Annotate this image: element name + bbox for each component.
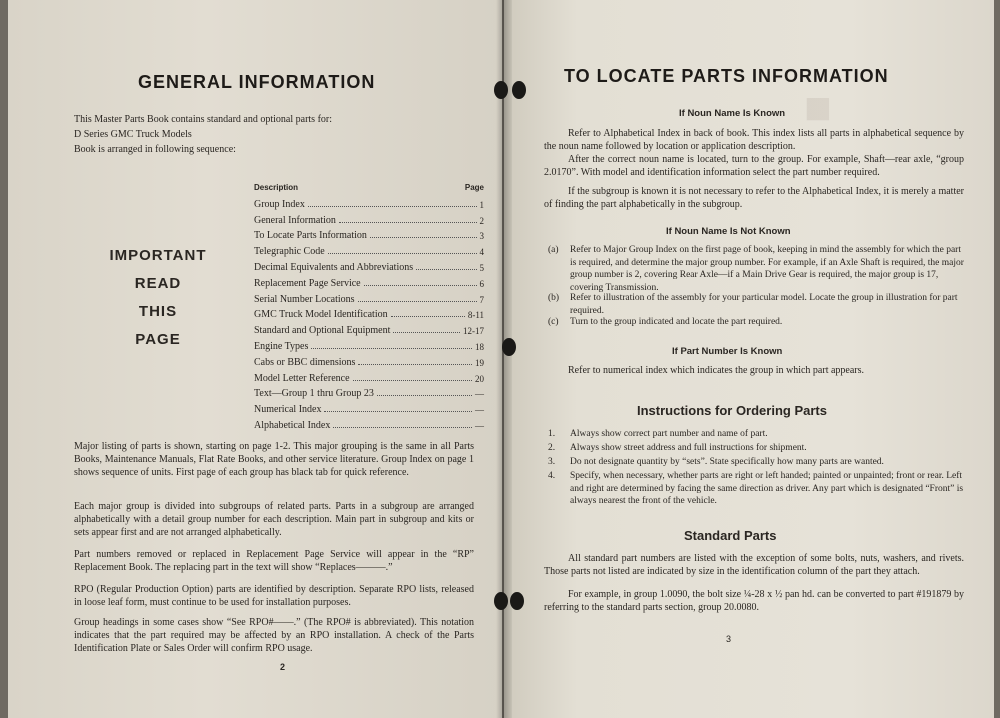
binder-hole-top-right [512, 81, 526, 99]
list-text: Turn to the group indicated and locate the part required. [570, 317, 783, 327]
toc-page: — [475, 389, 484, 400]
list-marker: 4. [548, 471, 556, 481]
left-page-number: 2 [280, 662, 286, 672]
toc-title: Numerical Index [254, 404, 322, 416]
toc-row [254, 352, 484, 368]
toc-row [254, 273, 484, 289]
left-page-title: GENERAL INFORMATION [138, 72, 376, 92]
toc-leader-dots [393, 332, 460, 333]
toc-title: Model Letter Reference [254, 372, 350, 384]
toc-title: GMC Truck Model Identification [254, 309, 388, 321]
toc-title: Replacement Page Service [254, 277, 361, 289]
book-spine [496, 0, 512, 718]
toc-leader-dots [364, 285, 477, 286]
important-notice [108, 242, 208, 354]
ordering-item-4 [548, 470, 964, 508]
toc-page: — [475, 420, 484, 431]
list-text: Refer to illustration of the assembly for your particular model. Locate the group in illustration for part required. [570, 293, 958, 316]
toc-title: Telegraphic Code [254, 246, 325, 258]
toc-page: 1 [479, 199, 484, 210]
toc-row [254, 241, 484, 257]
toc-leader-dots [308, 206, 477, 207]
toc-page: 6 [479, 278, 484, 289]
toc-row [254, 336, 484, 352]
toc-row [254, 368, 484, 384]
toc-header-description: Description [254, 183, 299, 192]
toc-page: 3 [479, 231, 484, 242]
intro-line-3: Book is arranged in following sequence: [74, 144, 236, 155]
binder-hole-top-left [494, 81, 508, 99]
toc-page: 5 [479, 262, 484, 273]
part-number-known-text: Refer to numerical index which indicates the group in which part appears. [568, 365, 865, 376]
toc-title: Group Index [254, 198, 305, 210]
toc-row [254, 289, 484, 305]
ordering-item-2 [548, 442, 964, 455]
toc-header-page: Page [464, 183, 484, 192]
noun-not-known-item-b [548, 292, 964, 317]
toc-leader-dots [358, 301, 477, 302]
ordering-item-1 [548, 428, 964, 441]
binder-hole-bottom-right [510, 592, 524, 610]
list-text: Always show correct part number and name of part. [570, 429, 768, 439]
toc-leader-dots [324, 411, 472, 412]
binder-hole-bottom-left [494, 592, 508, 610]
heading-noun-not-known: If Noun Name Is Not Known [666, 226, 791, 237]
toc-row [254, 320, 484, 336]
toc-title: Serial Number Locations [254, 293, 355, 305]
toc-leader-dots [391, 316, 465, 317]
paragraph-major-listing: Major listing of parts is shown, starting on page 1-2. This major grouping is the same in all Parts Books, Maintenance Manuals, Flat Rate Books, and other service literature. Group Index on page 1 shows sequence of units. First page of each group has black tab for quick reference. [74, 441, 474, 478]
toc-leader-dots [311, 348, 472, 349]
list-marker: (c) [548, 317, 559, 327]
paragraph-rpo: RPO (Regular Production Option) parts are identified by description. Separate RPO lists, released in loose leaf form, must continue to be used for installation purposes. [74, 584, 474, 608]
toc-leader-dots [377, 395, 472, 396]
toc-row [254, 399, 484, 415]
list-marker: (a) [548, 245, 559, 255]
toc-leader-dots [416, 269, 476, 270]
toc-page: 4 [479, 247, 484, 258]
toc-leader-dots [370, 237, 477, 238]
toc-header [254, 183, 484, 192]
right-page [504, 0, 994, 718]
heading-standard-parts: Standard Parts [684, 528, 777, 543]
toc-page: 19 [475, 357, 484, 368]
toc-leader-dots [328, 253, 477, 254]
toc-title: To Locate Parts Information [254, 230, 367, 242]
toc-page: 7 [479, 294, 484, 305]
toc-leader-dots [339, 222, 477, 223]
important-line-3: THIS [138, 303, 178, 320]
toc-title: General Information [254, 214, 336, 226]
heading-ordering-parts: Instructions for Ordering Parts [637, 403, 827, 418]
right-page-number: 3 [726, 634, 732, 644]
list-text: Specify, when necessary, whether parts are right or left handed; painted or unpainted; front or rear. Left and right are determined by facing the same direction as driver. Any part which is designated “Front” is always nearest the front of the vehicle. [570, 471, 964, 506]
toc-title: Decimal Equivalents and Abbreviations [254, 261, 414, 273]
important-line-4: PAGE [135, 331, 181, 348]
list-text: Always show street address and full instructions for shipment. [570, 443, 807, 453]
gmc-watermark-graphic: ■ [804, 81, 836, 133]
toc-page: 8-11 [467, 310, 484, 321]
list-text: Do not designate quantity by “sets”. State specifically how many parts are wanted. [570, 457, 884, 467]
list-marker: 2. [548, 443, 556, 453]
toc-page: — [475, 405, 484, 416]
toc-leader-dots [353, 380, 472, 381]
toc-leader-dots [333, 427, 472, 428]
paragraph-group-headings: Group headings in some cases show “See RPO#——.” (The RPO# is abbreviated). This notation indicates that the part required may be affected by an RPO installation. A check of the Parts Identification Plate or Sales Order will confirm RPO usage. [74, 617, 474, 654]
toc-title: Engine Types [254, 340, 309, 352]
toc-title: Alphabetical Index [254, 419, 331, 431]
toc-row [254, 415, 484, 431]
toc-row [254, 194, 484, 210]
intro-line-1: This Master Parts Book contains standard and optional parts for: [74, 114, 333, 125]
toc-row [254, 384, 484, 400]
noun-not-known-item-c [548, 316, 964, 329]
toc-page: 12-17 [463, 326, 484, 337]
toc-row [254, 210, 484, 226]
heading-part-number-known: If Part Number Is Known [672, 346, 783, 357]
toc-leader-dots [358, 364, 472, 365]
noun-known-paragraph-3: If the subgroup is known it is not necessary to refer to the Alphabetical Index, it is merely a matter of finding the part alphabetically in the subgroup. [544, 186, 964, 210]
table-of-contents [254, 183, 484, 431]
noun-known-paragraph-2: After the correct noun name is located, turn to the group. For example, Shaft—rear axle, “group 2.0170”. With model and identification information select the part number required. [544, 154, 964, 178]
list-marker: (b) [548, 293, 560, 303]
list-marker: 1. [548, 429, 556, 439]
noun-known-paragraph-1: Refer to Alphabetical Index in back of book. This index lists all parts in alphabetical sequence by the noun name followed by location or application description. [544, 128, 964, 152]
toc-title: Standard and Optional Equipment [254, 325, 391, 337]
intro-line-2: D Series GMC Truck Models [74, 129, 192, 140]
important-line-1: IMPORTANT [109, 247, 207, 264]
ordering-item-3 [548, 456, 964, 469]
toc-row [254, 305, 484, 321]
toc-title: Text—Group 1 thru Group 23 [254, 388, 374, 400]
binder-hole-middle [502, 338, 516, 356]
list-marker: 3. [548, 457, 556, 467]
paragraph-replacement: Part numbers removed or replaced in Replacement Page Service will appear in the “RP” Replacement Book. The replacing part in the text will show “Replaces———.” [74, 549, 474, 573]
heading-noun-known: If Noun Name Is Known [679, 108, 786, 119]
standard-parts-paragraph-1: All standard part numbers are listed with the exception of some bolts, nuts, washers, and rivets. Those parts not listed are indicated by size in the identification column of the part they attach. [544, 553, 964, 577]
list-text: Refer to Major Group Index on the first page of book, keeping in mind the assembly for which the part is required, and determine the major group number. For example, if an Axle Shaft is required, the major group number is 2, covering Rear Axle—if a Main Drive Gear is required, the major group is 17, covering Transmission. [570, 245, 964, 293]
standard-parts-paragraph-2: For example, in group 1.0090, the bolt size ¼-28 x ½ pan hd. can be converted to part #191879 by referring to the standard parts section, group 20.0080. [544, 589, 964, 613]
toc-page: 20 [475, 373, 484, 384]
noun-not-known-item-a [548, 244, 964, 294]
toc-row [254, 226, 484, 242]
important-line-2: READ [134, 275, 182, 292]
left-page [8, 0, 502, 718]
right-page-title: TO LOCATE PARTS INFORMATION [564, 66, 889, 86]
toc-row [254, 257, 484, 273]
toc-title: Cabs or BBC dimensions [254, 356, 356, 368]
toc-page: 18 [475, 341, 484, 352]
paragraph-subgroups: Each major group is divided into subgroups of related parts. Parts in a subgroup are arranged alphabetically with a detail group number for each description. Main part in subgroup and kits or sets appear first and are not arranged alphabetically. [74, 501, 474, 538]
toc-page: 2 [479, 215, 484, 226]
